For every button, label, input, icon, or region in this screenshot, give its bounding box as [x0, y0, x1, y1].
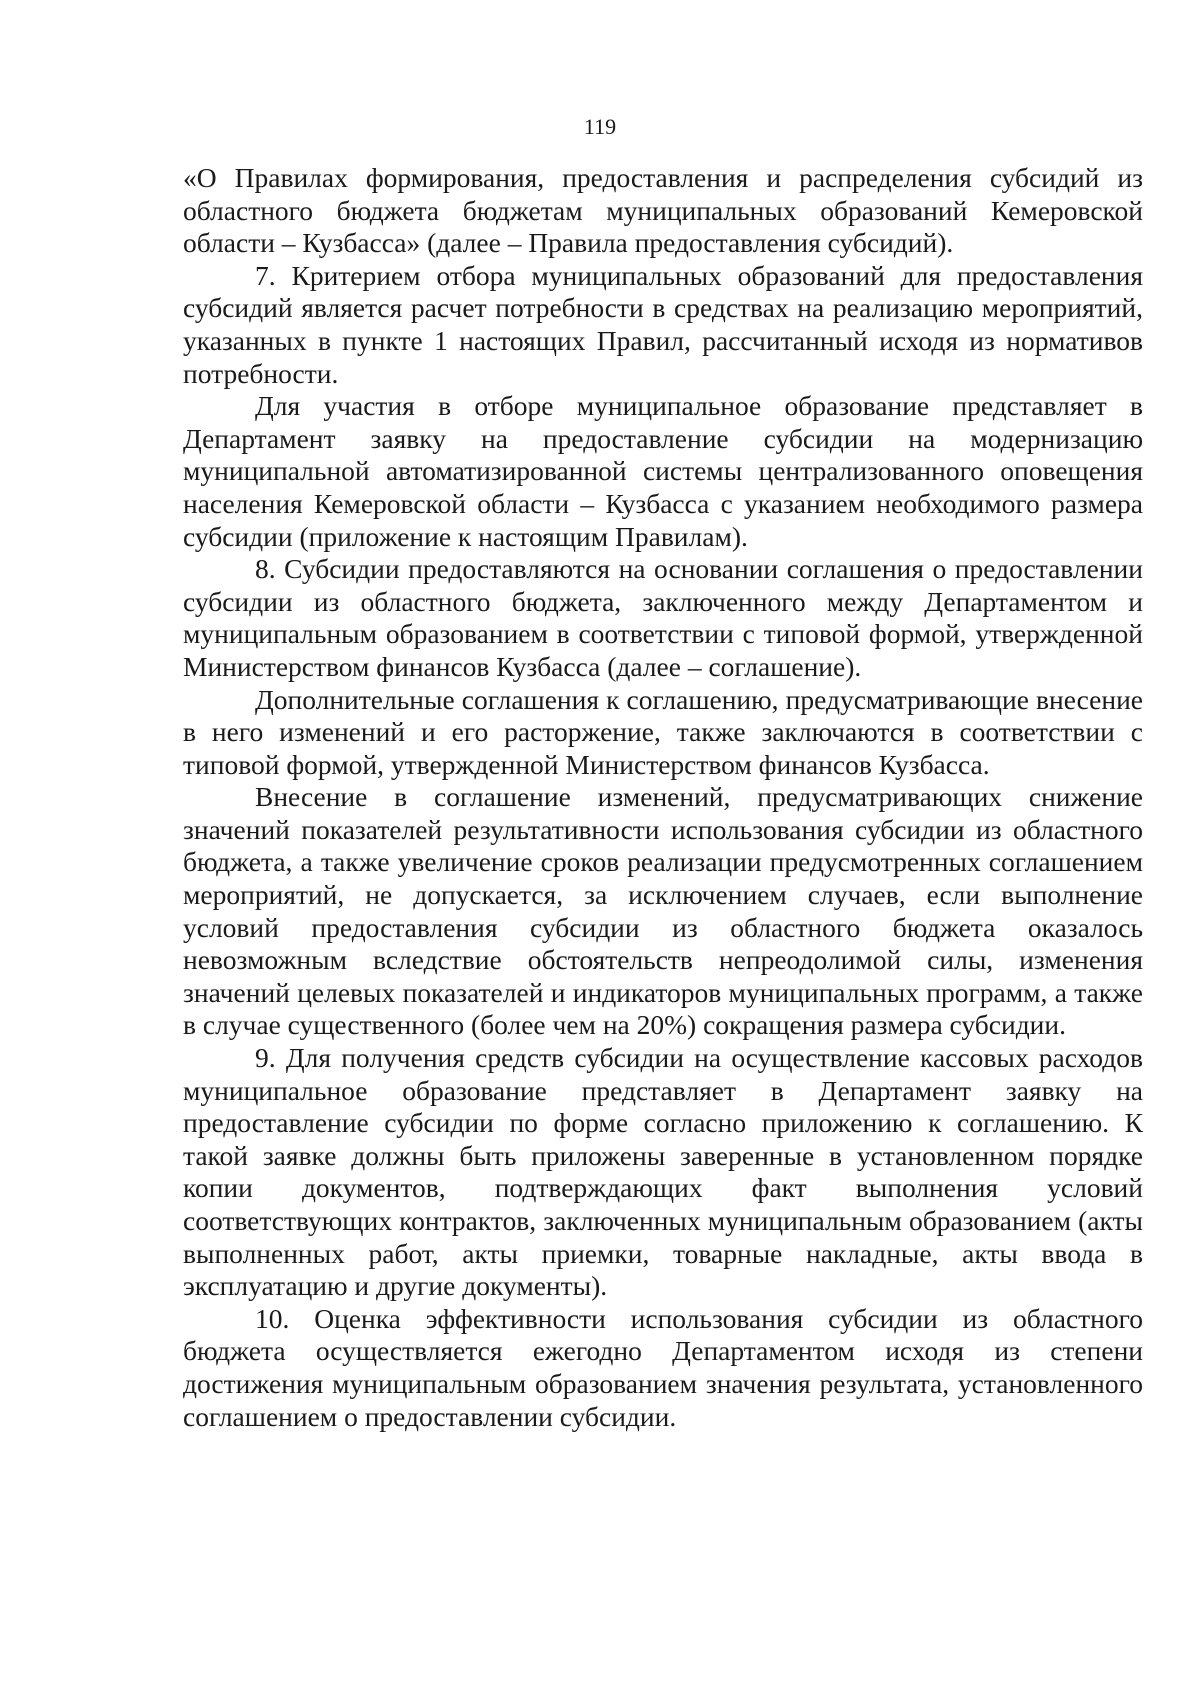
paragraph-item-10: 10. Оценка эффективности использования субсидии из областного бюджета осуществляется ежегодно Департаментом исходя из степени достижения муниципальным образованием значения результата, установленного соглашением о предоставлении субсидии. — [183, 1302, 1143, 1432]
paragraph-agreement-changes: Внесение в соглашение изменений, предусматривающих снижение значений показателей результативности использования субсидии из областного бюджета, а также увеличение сроков реализации предусмотренных соглашением мероприятий, не допускается, за исключением случаев, если выполнение условий предоставления субсидии из областного бюджета оказалось невозможным вследствие обстоятельств непреодолимой силы, изменения значений целевых показателей и индикаторов муниципальных программ, а также в случае существенного (более чем на 20%) сокращения размера субсидии. — [183, 781, 1143, 1041]
paragraph-continuation: «О Правилах формирования, предоставления и распределения субсидий из областного бюджета бюджетам муниципальных образований Кемеровской области – Кузбасса» (далее – Правила предоставления субсидий). — [183, 162, 1143, 259]
paragraph-item-7: 7. Критерием отбора муниципальных образований для предоставления субсидий является расчет потребности в средствах на реализацию мероприятий, указанных в пункте 1 настоящих Правил, рассчитанный исходя из нормативов потребности. — [183, 259, 1143, 389]
paragraph-item-8: 8. Субсидии предоставляются на основании соглашения о предоставлении субсидии из областного бюджета, заключенного между Департаментом и муниципальным образованием в соответствии с типовой формой, утвержденной Министерством финансов Кузбасса (далее – соглашение). — [183, 553, 1143, 682]
paragraph-additional-agreements: Дополнительные соглашения к соглашению, предусматривающие внесение в него изменений и его расторжение, также заключаются в соответствии с типовой формой, утвержденной Министерством финансов Кузбасса. — [183, 683, 1143, 780]
page-number: 119 — [583, 114, 617, 139]
paragraph-participation: Для участия в отборе муниципальное образование представляет в Департамент заявку на предоставление субсидии на модернизацию муниципальной автоматизированной системы централизованного оповещения населения Кемеровской области – Кузбасса с указанием необходимого размера субсидии (приложение к настоящим Правилам). — [183, 390, 1143, 552]
document-body — [183, 162, 1143, 1433]
paragraph-item-9: 9. Для получения средств субсидии на осуществление кассовых расходов муниципальное образование представляет в Департамент заявку на предоставление субсидии по форме согласно приложению к соглашению. К такой заявке должны быть приложены заверенные в установленном порядке копии документов, подтверждающих факт выполнения условий соответствующих контрактов, заключенных муниципальным образованием (акты выполненных работ, акты приемки, товарные накладные, акты ввода в эксплуатацию и другие документы). — [183, 1042, 1143, 1302]
